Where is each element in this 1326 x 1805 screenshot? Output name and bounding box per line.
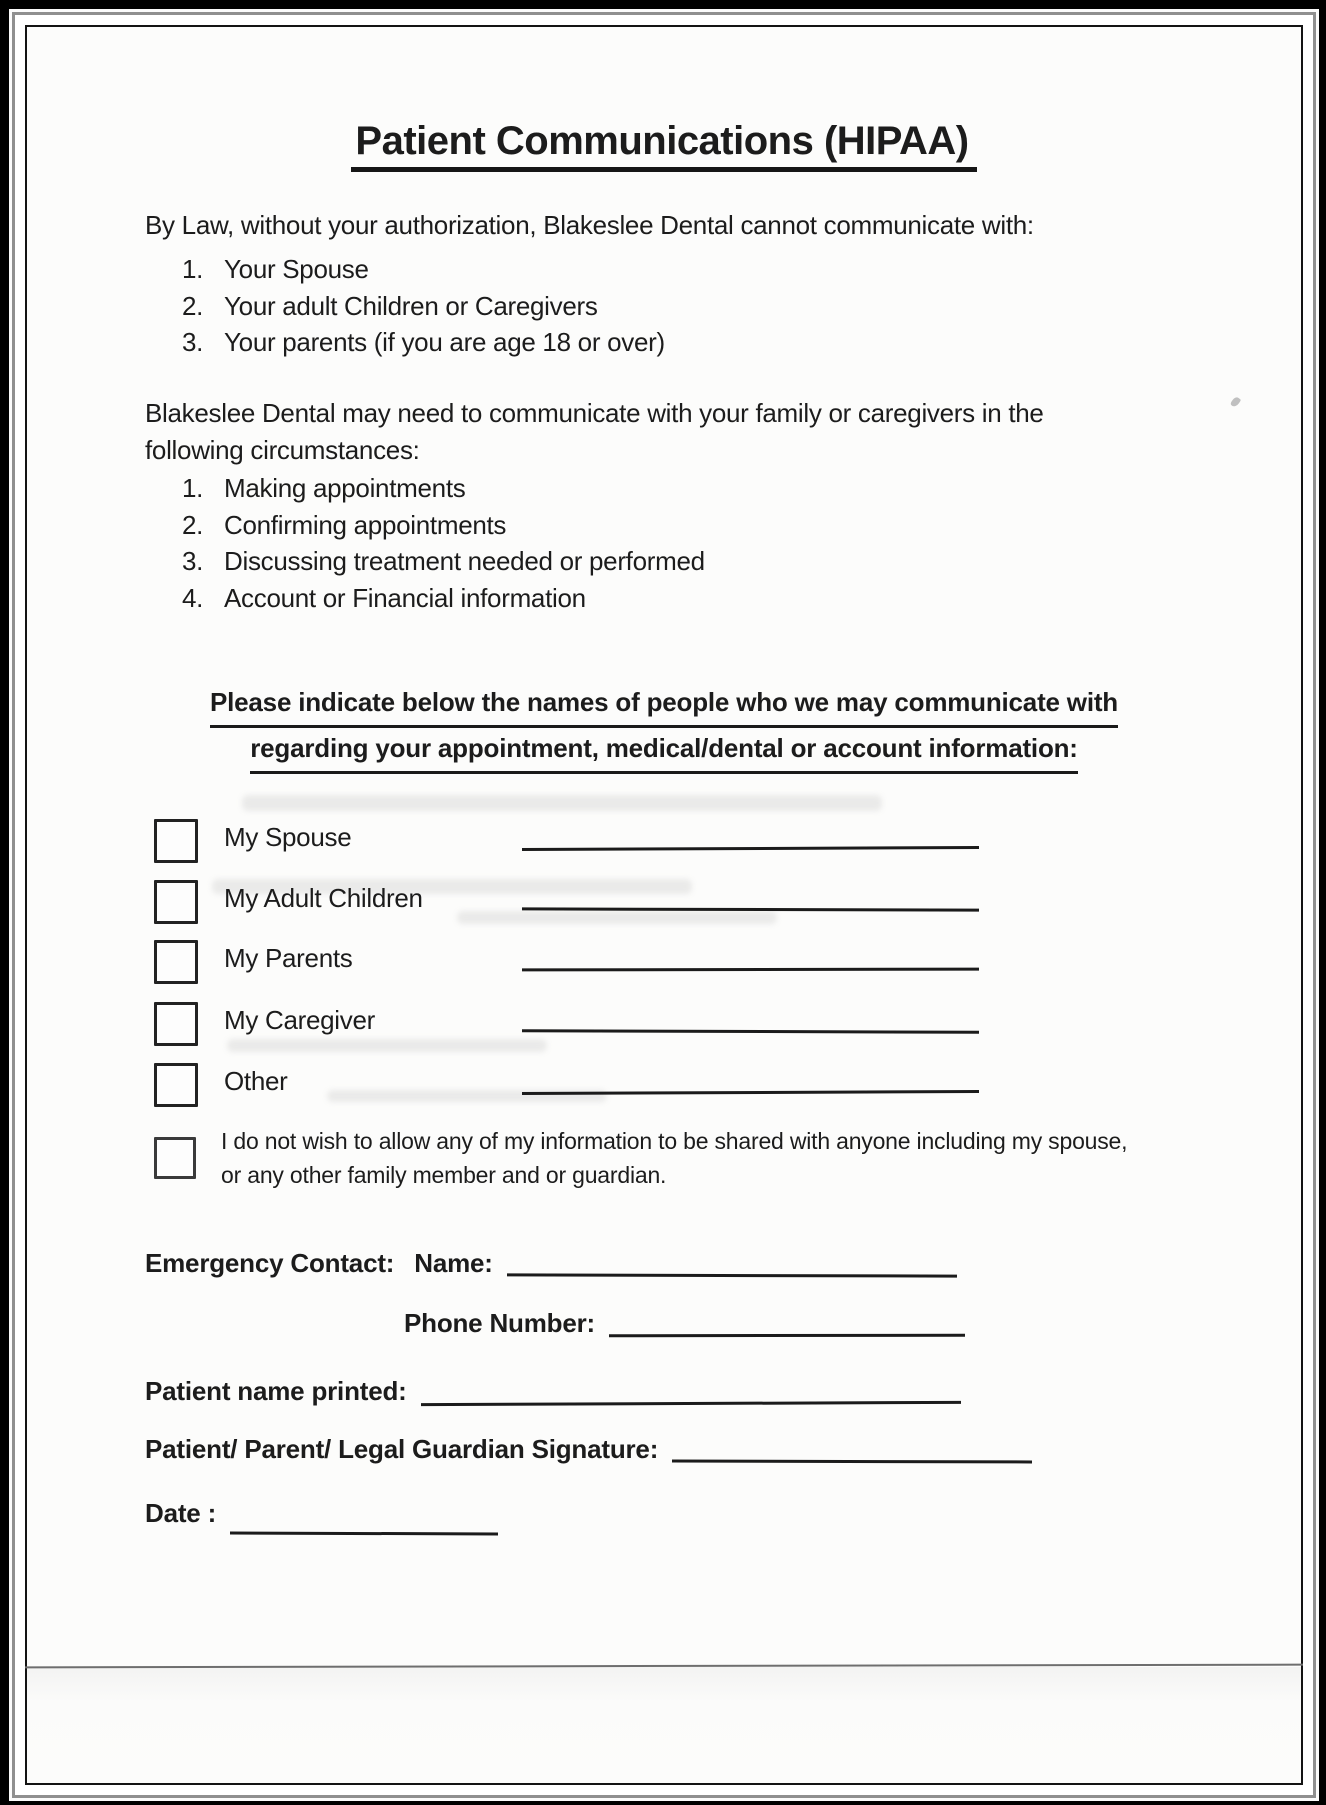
patient-name-line[interactable] (421, 1401, 961, 1406)
circumstance-item: Account or Financial information (224, 582, 586, 613)
emergency-name-label: Name: (414, 1248, 493, 1278)
indicate-heading (27, 682, 1301, 774)
row-emergency-contact (145, 1239, 957, 1279)
intro-lead: By Law, without your authorization, Blakeslee Dental cannot communicate with: (145, 210, 1034, 240)
patient-name-label: Patient name printed: (145, 1376, 407, 1406)
indicate-heading-line2: regarding your appointment, medical/dental or account information: (250, 728, 1078, 774)
emergency-contact-label: Emergency Contact: (145, 1248, 395, 1278)
scan-bleed-artifact (242, 795, 882, 811)
other-name-line[interactable] (522, 1090, 979, 1095)
checkbox-label: My Spouse (224, 822, 352, 852)
date-line[interactable] (230, 1532, 498, 1536)
circumstance-item: Making appointments (224, 473, 466, 503)
checkbox-my-parents[interactable] (154, 940, 198, 984)
signature-line[interactable] (672, 1460, 1032, 1464)
circumstance-item: Discussing treatment needed or performed (224, 546, 705, 576)
intro-item: Your Spouse (224, 254, 369, 284)
signature-label: Patient/ Parent/ Legal Guardian Signature: (145, 1434, 659, 1464)
checkbox-label: My Caregiver (224, 1005, 375, 1035)
emergency-name-line[interactable] (507, 1273, 957, 1277)
form-page (25, 25, 1303, 1785)
intro-item: Your adult Children or Caregivers (224, 290, 598, 321)
row-patient-name (145, 1367, 961, 1407)
checkbox-label: Other (224, 1066, 288, 1096)
checkbox-my-spouse[interactable] (154, 819, 198, 863)
checkbox-label: My Adult Children (224, 883, 423, 913)
form-title: Patient Communications (HIPAA) (351, 119, 976, 172)
date-label: Date : (145, 1498, 217, 1528)
circumstances-list (182, 470, 705, 616)
row-my-parents (154, 940, 994, 986)
page-bottom-region (27, 1667, 1301, 1783)
intro-item: Your parents (if you are age 18 or over) (224, 327, 665, 357)
row-my-caregiver (154, 1002, 994, 1048)
row-date (145, 1489, 498, 1529)
phone-number-label: Phone Number: (404, 1308, 595, 1338)
parents-name-line[interactable] (522, 968, 979, 972)
adult-children-name-line[interactable] (522, 907, 979, 911)
phone-number-line[interactable] (609, 1334, 965, 1338)
row-signature (145, 1425, 1032, 1465)
spouse-name-line[interactable] (522, 846, 979, 851)
row-my-spouse (154, 819, 994, 865)
intro-list (182, 251, 665, 361)
row-other (154, 1063, 994, 1109)
circumstances-lead-line1: Blakeslee Dental may need to communicate with your family or caregivers in the (145, 398, 1044, 428)
row-my-adult-children (154, 880, 994, 926)
checkbox-my-caregiver[interactable] (154, 1002, 198, 1046)
checkbox-opt-out[interactable] (154, 1137, 196, 1179)
indicate-heading-line1: Please indicate below the names of people who we may communicate with (210, 682, 1118, 728)
checkbox-other[interactable] (154, 1063, 198, 1107)
opt-out-text: I do not wish to allow any of my information to be shared with anyone including my spouse, or any other family member and or guardian. (221, 1128, 1128, 1188)
checkbox-my-adult-children[interactable] (154, 880, 198, 924)
scan-speck-artifact (1230, 396, 1241, 408)
circumstance-item: Confirming appointments (224, 509, 507, 540)
caregiver-name-line[interactable] (522, 1029, 979, 1034)
circumstances-lead-line2: following circumstances: (145, 435, 420, 465)
row-phone-number (404, 1299, 965, 1339)
checkbox-label: My Parents (224, 943, 353, 973)
title-row (27, 119, 1301, 172)
